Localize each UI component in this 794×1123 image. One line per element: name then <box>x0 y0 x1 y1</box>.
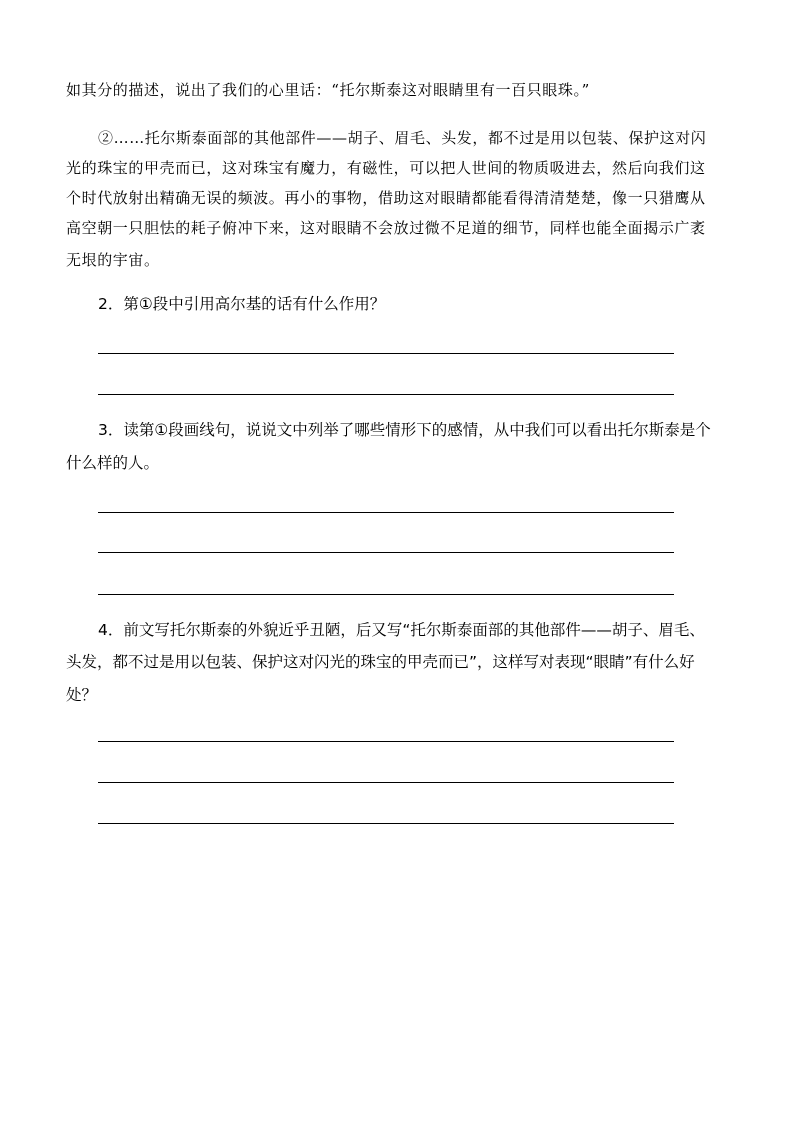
answer-line[interactable] <box>98 741 674 742</box>
question-text: 3．读第①段画线句，说说文中列举了哪些情形下的感情，从中我们可以看出托尔斯泰是个 <box>98 421 711 439</box>
question-text: 处？ <box>66 686 98 704</box>
answer-line[interactable] <box>98 512 674 513</box>
answer-line[interactable] <box>98 394 674 395</box>
question-text: 什么样的人。 <box>66 454 160 472</box>
question-text: 头发，都不过是用以包装、保护这对闪光的珠宝的甲壳而已”，这样写对表现“眼睛”有什么好 <box>66 653 695 671</box>
passage-line: 光的珠宝的甲壳而已，这对珠宝有魔力，有磁性，可以把人世间的物质吸进去，然后向我们这 <box>66 159 706 177</box>
answer-line[interactable] <box>98 823 674 824</box>
passage-line: 无垠的宇宙。 <box>66 251 160 269</box>
question-text: 4．前文写托尔斯泰的外貌近乎丑陋，后又写“托尔斯泰面部的其他部件——胡子、眉毛、 <box>98 621 705 639</box>
answer-line[interactable] <box>98 594 674 595</box>
passage-line: 如其分的描述，说出了我们的心里话：“托尔斯泰这对眼睛里有一百只眼珠。” <box>66 81 590 99</box>
passage-line: 个时代放射出精确无误的频波。再小的事物，借助这对眼睛都能看得清清楚楚，像一只猎鹰从 <box>66 189 706 207</box>
answer-line[interactable] <box>98 353 674 354</box>
answer-line[interactable] <box>98 552 674 553</box>
passage-line: ②……托尔斯泰面部的其他部件——胡子、眉毛、头发，都不过是用以包装、保护这对闪 <box>98 129 707 147</box>
answer-line[interactable] <box>98 782 674 783</box>
question-text: 2．第①段中引用高尔基的话有什么作用？ <box>98 295 386 313</box>
passage-line: 高空朝一只胆怯的耗子俯冲下来，这对眼睛不会放过微不足道的细节，同样也能全面揭示广袤 <box>66 219 706 237</box>
